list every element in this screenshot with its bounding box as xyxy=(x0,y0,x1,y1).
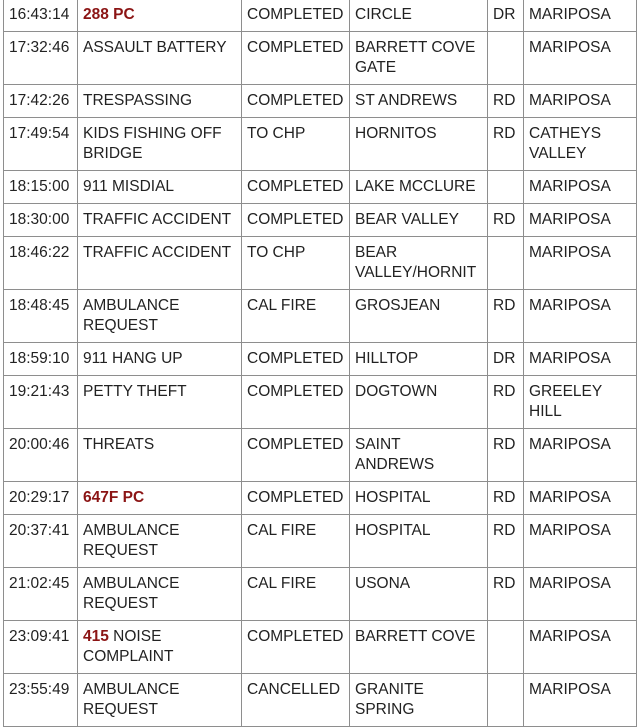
location-value: SAINT ANDREWS xyxy=(355,436,435,473)
incident-log-table xyxy=(3,0,637,727)
street-suffix: DR xyxy=(493,6,516,23)
status-cell xyxy=(242,568,350,621)
location-cell xyxy=(350,290,488,343)
time-value: 20:29:17 xyxy=(9,489,70,506)
city-value: MARIPOSA xyxy=(529,436,611,453)
street-suffix: RD xyxy=(493,211,516,228)
time-cell xyxy=(4,32,78,85)
table-row xyxy=(4,376,637,429)
location-cell xyxy=(350,515,488,568)
street-suffix-cell xyxy=(488,118,524,171)
city-cell xyxy=(524,118,637,171)
incident-type: 911 HANG UP xyxy=(83,350,183,367)
street-suffix-cell xyxy=(488,515,524,568)
city-value: GREELEY HILL xyxy=(529,383,602,420)
location-value: LAKE MCCLURE xyxy=(355,178,476,195)
time-cell xyxy=(4,85,78,118)
incident-type: NOISE COMPLAINT xyxy=(83,628,174,665)
status-value: COMPLETED xyxy=(247,211,344,228)
city-value: MARIPOSA xyxy=(529,522,611,539)
status-cell xyxy=(242,204,350,237)
location-value: BEAR VALLEY/HORNIT xyxy=(355,244,477,281)
city-cell xyxy=(524,290,637,343)
street-suffix-cell xyxy=(488,674,524,727)
time-cell xyxy=(4,674,78,727)
street-suffix-cell xyxy=(488,290,524,343)
status-cell xyxy=(242,171,350,204)
status-value: COMPLETED xyxy=(247,39,344,56)
table-row xyxy=(4,568,637,621)
status-cell xyxy=(242,674,350,727)
location-cell xyxy=(350,204,488,237)
incident-cell xyxy=(78,85,242,118)
incident-type: AMBULANCE REQUEST xyxy=(83,681,180,718)
incident-type: AMBULANCE REQUEST xyxy=(83,297,180,334)
status-cell xyxy=(242,118,350,171)
time-cell xyxy=(4,237,78,290)
status-value: COMPLETED xyxy=(247,92,344,109)
street-suffix: RD xyxy=(493,436,516,453)
city-value: MARIPOSA xyxy=(529,575,611,592)
penal-code: 288 PC xyxy=(83,6,135,23)
table-row xyxy=(4,621,637,674)
time-cell xyxy=(4,621,78,674)
city-cell xyxy=(524,568,637,621)
status-cell xyxy=(242,515,350,568)
city-value: MARIPOSA xyxy=(529,489,611,506)
location-value: BEAR VALLEY xyxy=(355,211,459,228)
location-cell xyxy=(350,621,488,674)
status-value: COMPLETED xyxy=(247,383,344,400)
time-value: 18:59:10 xyxy=(9,350,70,367)
time-value: 17:49:54 xyxy=(9,125,70,142)
location-value: GRANITE SPRING xyxy=(355,681,424,718)
city-value: MARIPOSA xyxy=(529,92,611,109)
city-cell xyxy=(524,85,637,118)
city-value: CATHEYS VALLEY xyxy=(529,125,602,162)
street-suffix: RD xyxy=(493,522,516,539)
location-cell xyxy=(350,674,488,727)
incident-cell xyxy=(78,568,242,621)
status-value: COMPLETED xyxy=(247,6,344,23)
status-value: COMPLETED xyxy=(247,436,344,453)
status-value: TO CHP xyxy=(247,244,306,261)
table-row xyxy=(4,674,637,727)
city-value: MARIPOSA xyxy=(529,6,611,23)
incident-cell xyxy=(78,204,242,237)
street-suffix-cell xyxy=(488,429,524,482)
incident-type: AMBULANCE REQUEST xyxy=(83,575,180,612)
city-value: MARIPOSA xyxy=(529,681,611,698)
street-suffix: RD xyxy=(493,575,516,592)
incident-type: THREATS xyxy=(83,436,155,453)
location-cell xyxy=(350,237,488,290)
location-cell xyxy=(350,0,488,32)
status-cell xyxy=(242,85,350,118)
incident-cell xyxy=(78,171,242,204)
location-cell xyxy=(350,343,488,376)
status-cell xyxy=(242,621,350,674)
status-cell xyxy=(242,290,350,343)
table-row xyxy=(4,515,637,568)
street-suffix-cell xyxy=(488,621,524,674)
status-cell xyxy=(242,343,350,376)
table-row xyxy=(4,343,637,376)
street-suffix: RD xyxy=(493,125,516,142)
city-cell xyxy=(524,621,637,674)
incident-cell xyxy=(78,515,242,568)
time-cell xyxy=(4,429,78,482)
table-row xyxy=(4,118,637,171)
incident-cell xyxy=(78,621,242,674)
street-suffix-cell xyxy=(488,482,524,515)
time-cell xyxy=(4,568,78,621)
location-value: BARRETT COVE GATE xyxy=(355,39,476,76)
status-cell xyxy=(242,482,350,515)
time-value: 18:15:00 xyxy=(9,178,70,195)
city-value: MARIPOSA xyxy=(529,178,611,195)
incident-cell xyxy=(78,290,242,343)
table-row xyxy=(4,204,637,237)
city-value: MARIPOSA xyxy=(529,244,611,261)
location-value: HOSPITAL xyxy=(355,522,431,539)
city-cell xyxy=(524,674,637,727)
street-suffix-cell xyxy=(488,32,524,85)
city-cell xyxy=(524,237,637,290)
location-cell xyxy=(350,85,488,118)
location-cell xyxy=(350,118,488,171)
incident-cell xyxy=(78,343,242,376)
table-row xyxy=(4,429,637,482)
table-row xyxy=(4,290,637,343)
city-value: MARIPOSA xyxy=(529,628,611,645)
penal-code: 415 xyxy=(83,628,109,645)
incident-cell xyxy=(78,482,242,515)
status-cell xyxy=(242,0,350,32)
street-suffix-cell xyxy=(488,171,524,204)
city-value: MARIPOSA xyxy=(529,297,611,314)
city-value: MARIPOSA xyxy=(529,211,611,228)
table-row xyxy=(4,85,637,118)
time-value: 20:00:46 xyxy=(9,436,70,453)
time-value: 23:55:49 xyxy=(9,681,70,698)
street-suffix-cell xyxy=(488,204,524,237)
table-row xyxy=(4,0,637,32)
status-value: COMPLETED xyxy=(247,350,344,367)
time-value: 16:43:14 xyxy=(9,6,70,23)
incident-cell xyxy=(78,429,242,482)
time-cell xyxy=(4,343,78,376)
table-row xyxy=(4,32,637,85)
location-value: DOGTOWN xyxy=(355,383,438,400)
status-value: CAL FIRE xyxy=(247,297,317,314)
time-cell xyxy=(4,171,78,204)
incident-type: TRAFFIC ACCIDENT xyxy=(83,211,232,228)
location-value: GROSJEAN xyxy=(355,297,441,314)
location-value: USONA xyxy=(355,575,411,592)
city-cell xyxy=(524,429,637,482)
location-value: BARRETT COVE xyxy=(355,628,476,645)
street-suffix: DR xyxy=(493,350,516,367)
time-cell xyxy=(4,515,78,568)
incident-type: KIDS FISHING OFF BRIDGE xyxy=(83,125,222,162)
city-cell xyxy=(524,482,637,515)
table-row xyxy=(4,171,637,204)
incident-cell xyxy=(78,118,242,171)
city-cell xyxy=(524,171,637,204)
location-value: HORNITOS xyxy=(355,125,437,142)
status-value: TO CHP xyxy=(247,125,306,142)
street-suffix: RD xyxy=(493,383,516,400)
location-cell xyxy=(350,568,488,621)
time-value: 20:37:41 xyxy=(9,522,70,539)
time-value: 19:21:43 xyxy=(9,383,70,400)
time-cell xyxy=(4,290,78,343)
location-value: ST ANDREWS xyxy=(355,92,458,109)
penal-code: 647F PC xyxy=(83,489,145,506)
incident-type: PETTY THEFT xyxy=(83,383,187,400)
incident-cell xyxy=(78,0,242,32)
incident-type: AMBULANCE REQUEST xyxy=(83,522,180,559)
city-cell xyxy=(524,32,637,85)
table-row xyxy=(4,237,637,290)
status-cell xyxy=(242,376,350,429)
time-cell xyxy=(4,118,78,171)
street-suffix-cell xyxy=(488,376,524,429)
city-cell xyxy=(524,343,637,376)
time-value: 21:02:45 xyxy=(9,575,70,592)
location-value: CIRCLE xyxy=(355,6,412,23)
city-cell xyxy=(524,376,637,429)
incident-type: TRAFFIC ACCIDENT xyxy=(83,244,232,261)
time-value: 18:48:45 xyxy=(9,297,70,314)
location-cell xyxy=(350,32,488,85)
incident-cell xyxy=(78,32,242,85)
time-value: 18:30:00 xyxy=(9,211,70,228)
status-value: COMPLETED xyxy=(247,628,344,645)
location-value: HOSPITAL xyxy=(355,489,431,506)
incident-type: 911 MISDIAL xyxy=(83,178,175,195)
time-cell xyxy=(4,204,78,237)
status-cell xyxy=(242,237,350,290)
city-cell xyxy=(524,515,637,568)
location-cell xyxy=(350,376,488,429)
time-value: 18:46:22 xyxy=(9,244,70,261)
incident-cell xyxy=(78,237,242,290)
city-cell xyxy=(524,0,637,32)
street-suffix-cell xyxy=(488,237,524,290)
city-value: MARIPOSA xyxy=(529,39,611,56)
time-cell xyxy=(4,376,78,429)
location-cell xyxy=(350,429,488,482)
street-suffix-cell xyxy=(488,568,524,621)
status-value: COMPLETED xyxy=(247,489,344,506)
street-suffix: RD xyxy=(493,92,516,109)
street-suffix-cell xyxy=(488,85,524,118)
table-row xyxy=(4,482,637,515)
location-cell xyxy=(350,171,488,204)
incident-cell xyxy=(78,376,242,429)
incident-cell xyxy=(78,674,242,727)
city-value: MARIPOSA xyxy=(529,350,611,367)
status-cell xyxy=(242,429,350,482)
incident-type: TRESPASSING xyxy=(83,92,193,109)
time-value: 17:42:26 xyxy=(9,92,70,109)
street-suffix: RD xyxy=(493,297,516,314)
location-value: HILLTOP xyxy=(355,350,419,367)
incident-type: ASSAULT BATTERY xyxy=(83,39,227,56)
time-cell xyxy=(4,0,78,32)
city-cell xyxy=(524,204,637,237)
street-suffix: RD xyxy=(493,489,516,506)
status-value: CANCELLED xyxy=(247,681,341,698)
status-value: CAL FIRE xyxy=(247,575,317,592)
time-cell xyxy=(4,482,78,515)
time-value: 23:09:41 xyxy=(9,628,70,645)
location-cell xyxy=(350,482,488,515)
street-suffix-cell xyxy=(488,343,524,376)
incident-log-body xyxy=(4,0,637,727)
street-suffix-cell xyxy=(488,0,524,32)
status-value: CAL FIRE xyxy=(247,522,317,539)
status-value: COMPLETED xyxy=(247,178,344,195)
time-value: 17:32:46 xyxy=(9,39,70,56)
status-cell xyxy=(242,32,350,85)
